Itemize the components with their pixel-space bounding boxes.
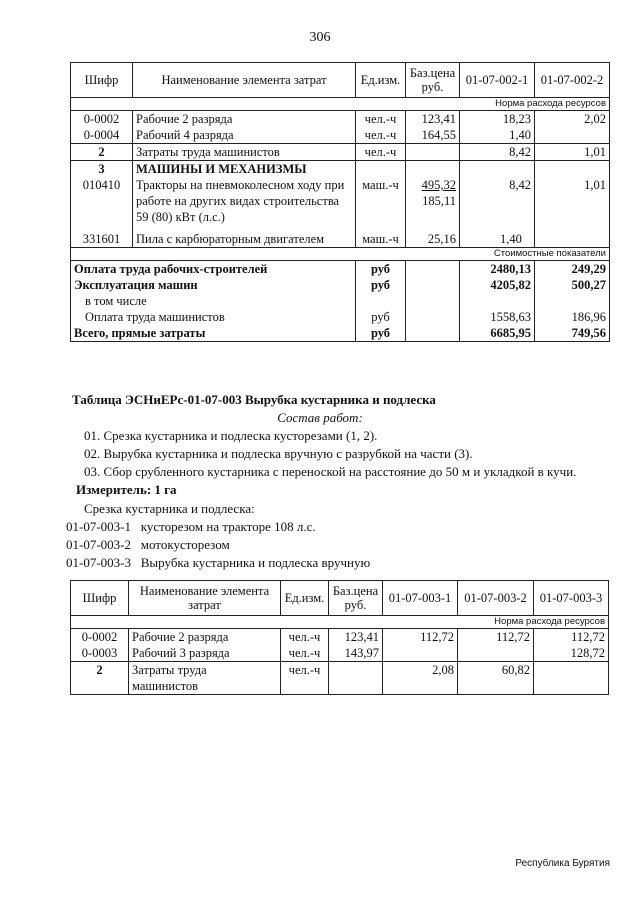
cell-code: 0-0004 [71, 127, 133, 144]
cut-label: Срезка кустарника и подлеска: [84, 501, 255, 516]
cell-code: 3 [71, 161, 133, 178]
cell-name [133, 177, 356, 225]
cell-value: 1558,63 [460, 309, 535, 325]
total-row [71, 277, 610, 293]
name-line: работе на других видах строительства [136, 194, 340, 208]
variant-row [66, 537, 230, 553]
table-row [71, 225, 610, 248]
name-line: Тракторы на пневмоколесном ходу при [136, 178, 345, 192]
header-code: Шифр [71, 581, 129, 616]
cell-price [406, 177, 460, 225]
header-price: Баз.цена руб. [329, 581, 383, 616]
table-row [71, 662, 609, 695]
price-sub: 185,11 [422, 194, 456, 208]
resource-table-1 [70, 62, 610, 342]
variant-row [66, 519, 316, 535]
name-line: Затраты труда [132, 663, 207, 677]
meter-label: Измеритель: 1 га [76, 482, 177, 497]
cell-value: 128,72 [534, 645, 609, 662]
table-row [71, 127, 610, 144]
cell-code: 0-0002 [71, 629, 129, 646]
cell-name: Рабочие 2 разряда [133, 111, 356, 128]
norm-label: Норма расхода ресурсов [71, 616, 609, 629]
header-col-1: 01-07-002-1 [460, 63, 535, 98]
name-line: 59 (80) кВт (л.с.) [136, 210, 225, 224]
cell-unit: руб [356, 325, 406, 342]
cell-price: 123,41 [406, 111, 460, 128]
cell-price: 164,55 [406, 127, 460, 144]
table-row [71, 177, 610, 225]
cell-value: 112,72 [534, 629, 609, 646]
section-subtitle: Состав работ: [277, 410, 363, 425]
section-title: Таблица ЭСНиЕРс-01-07-003 Вырубка кустарника и подлеска [72, 392, 436, 407]
norm-label-row [71, 616, 609, 629]
footer-region: Республика Бурятия [515, 858, 610, 869]
cell-value: 8,42 [460, 177, 535, 225]
header-price: Баз.цена руб. [406, 63, 460, 98]
total-name: Оплата труда рабочих-строителей [71, 261, 356, 278]
cell-unit: чел.-ч [356, 144, 406, 161]
norm-label: Норма расхода ресурсов [71, 98, 610, 111]
variant-text: Вырубка кустарника и подлеска вручную [140, 555, 371, 570]
cell-name: Рабочий 3 разряда [129, 645, 281, 662]
cell-code: 0-0003 [71, 645, 129, 662]
cell-price [406, 144, 460, 161]
cell-value: 2,02 [535, 111, 610, 128]
cell-value [458, 645, 534, 662]
cell-code: 2 [71, 144, 133, 161]
total-name: Эксплуатация машин [71, 277, 356, 293]
cell-name: Рабочий 4 разряда [133, 127, 356, 144]
cell-value: 500,27 [535, 277, 610, 293]
cost-label-row [71, 248, 610, 261]
variant-code: 01-07-003-3 [66, 555, 131, 570]
header-col-3: 01-07-003-3 [534, 581, 609, 616]
cell-name [129, 662, 281, 695]
resource-table-2 [70, 580, 609, 695]
section-heading: МАШИНЫ И МЕХАНИЗМЫ [133, 161, 356, 178]
total-row [71, 293, 610, 309]
cell-value: 112,72 [458, 629, 534, 646]
total-name: Оплата труда машинистов [71, 309, 356, 325]
name-line: машинистов [132, 679, 199, 693]
cell-value: 2,08 [383, 662, 458, 695]
table-header-row [71, 63, 610, 98]
cell-value: 1,40 [460, 127, 535, 144]
header-unit: Ед.изм. [356, 63, 406, 98]
header-col-1: 01-07-003-1 [383, 581, 458, 616]
grand-total-name: Всего, прямые затраты [71, 325, 356, 342]
cell-price: 25,16 [406, 225, 460, 248]
cell-value: 8,42 [460, 144, 535, 161]
cell-value: 6685,95 [460, 325, 535, 342]
cell-value [534, 662, 609, 695]
cell-value [383, 645, 458, 662]
cell-unit: руб [356, 261, 406, 278]
cell-value: 1,40 [460, 225, 535, 248]
cell-value: 186,96 [535, 309, 610, 325]
cost-label: Стоимостные показатели [71, 248, 610, 261]
table-row [71, 111, 610, 128]
page-number: 306 [309, 30, 331, 45]
cell-unit: маш.-ч [356, 225, 406, 248]
total-row [71, 261, 610, 278]
cell-unit: чел.-ч [281, 629, 329, 646]
cell-price [329, 662, 383, 695]
table-row [71, 629, 609, 646]
cell-code: 010410 [71, 177, 133, 225]
grand-total-row [71, 325, 610, 342]
work-item: 01. Срезка кустарника и подлеска кусторезами (1, 2). [84, 428, 378, 443]
cell-value: 4205,82 [460, 277, 535, 293]
variant-text: кусторезом на тракторе 108 л.с. [140, 519, 316, 534]
cell-value: 249,29 [535, 261, 610, 278]
cell-unit: чел.-ч [356, 111, 406, 128]
variant-row [66, 555, 370, 571]
cell-unit: руб [356, 277, 406, 293]
price-main: 495,32 [421, 178, 456, 192]
cell-code: 2 [71, 662, 129, 695]
cell-code: 331601 [71, 225, 133, 248]
cell-price: 123,41 [329, 629, 383, 646]
cell-unit: чел.-ч [281, 645, 329, 662]
cell-unit: чел.-ч [281, 662, 329, 695]
cell-name: Рабочие 2 разряда [129, 629, 281, 646]
header-code: Шифр [71, 63, 133, 98]
cell-value [535, 127, 610, 144]
norm-label-row [71, 98, 610, 111]
cell-value [535, 225, 610, 248]
variant-code: 01-07-003-2 [66, 537, 131, 552]
variant-code: 01-07-003-1 [66, 519, 131, 534]
variant-text: мотокусторезом [140, 537, 230, 552]
cell-value: 60,82 [458, 662, 534, 695]
cell-value: 1,01 [535, 177, 610, 225]
cell-value: 2480,13 [460, 261, 535, 278]
header-name: Наименование элемента затрат [133, 63, 356, 98]
total-row [71, 309, 610, 325]
cell-value: 112,72 [383, 629, 458, 646]
table-row [71, 144, 610, 161]
cell-value: 749,56 [535, 325, 610, 342]
cell-unit: руб [356, 309, 406, 325]
header-name: Наименование элемента затрат [129, 581, 281, 616]
header-col-2: 01-07-002-2 [535, 63, 610, 98]
header-col-2: 01-07-003-2 [458, 581, 534, 616]
cell-code: 0-0002 [71, 111, 133, 128]
cell-name: Затраты труда машинистов [133, 144, 356, 161]
cell-value: 18,23 [460, 111, 535, 128]
table-header-row [71, 581, 609, 616]
table-row [71, 645, 609, 662]
cell-name: Пила с карбюраторным двигателем [133, 225, 356, 248]
table-row [71, 161, 610, 178]
work-item: 03. Сбор срубленного кустарника с переноской на расстояние до 50 м и укладкой в кучи. [84, 464, 577, 479]
cell-unit: чел.-ч [356, 127, 406, 144]
cell-unit: маш.-ч [356, 177, 406, 225]
cell-price: 143,97 [329, 645, 383, 662]
header-unit: Ед.изм. [281, 581, 329, 616]
cell-value: 1,01 [535, 144, 610, 161]
work-item: 02. Вырубка кустарника и подлеска вручную с разрубкой на части (3). [84, 446, 473, 461]
in-that-label: в том числе [71, 293, 356, 309]
